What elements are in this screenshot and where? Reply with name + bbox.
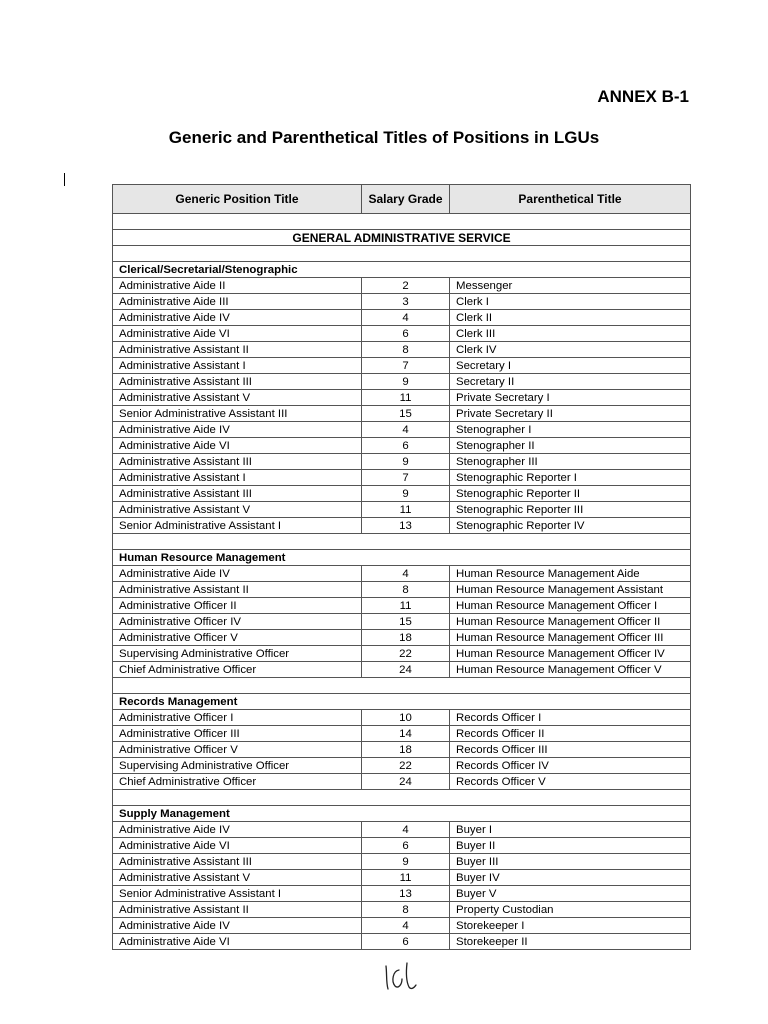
parenthetical-title-cell: Property Custodian [450,902,691,918]
generic-position-title-cell: Administrative Assistant I [113,358,362,374]
parenthetical-title-cell: Private Secretary I [450,390,691,406]
section-heading: GENERAL ADMINISTRATIVE SERVICE [113,230,691,246]
salary-grade-cell: 6 [362,326,450,342]
table-row [113,294,691,310]
salary-grade-cell: 15 [362,614,450,630]
parenthetical-title-cell: Stenographic Reporter II [450,486,691,502]
generic-position-title-cell: Administrative Officer V [113,742,362,758]
spacer-cell [113,790,691,806]
parenthetical-title-cell: Human Resource Management Officer II [450,614,691,630]
generic-position-title-cell: Administrative Assistant III [113,454,362,470]
generic-position-title-cell: Administrative Assistant III [113,486,362,502]
generic-position-title-cell: Senior Administrative Assistant I [113,886,362,902]
parenthetical-title-cell: Clerk I [450,294,691,310]
salary-grade-cell: 15 [362,406,450,422]
spacer-row [113,678,691,694]
salary-grade-cell: 24 [362,662,450,678]
generic-position-title-cell: Administrative Aide II [113,278,362,294]
salary-grade-cell: 6 [362,438,450,454]
generic-position-title-cell: Administrative Officer III [113,726,362,742]
generic-position-title-cell: Administrative Aide VI [113,838,362,854]
generic-position-title-cell: Administrative Assistant II [113,902,362,918]
generic-position-title-cell: Supervising Administrative Officer [113,646,362,662]
salary-grade-cell: 8 [362,902,450,918]
table-row [113,310,691,326]
generic-position-title-cell: Administrative Aide III [113,294,362,310]
table-row [113,326,691,342]
page-title: Generic and Parenthetical Titles of Positions in LGUs [168,128,600,147]
parenthetical-title-cell: Human Resource Management Officer I [450,598,691,614]
generic-position-title-cell: Administrative Aide VI [113,934,362,950]
table-row [113,758,691,774]
salary-grade-cell: 4 [362,566,450,582]
parenthetical-title-cell: Secretary I [450,358,691,374]
table-row [113,902,691,918]
salary-grade-cell: 11 [362,502,450,518]
generic-position-title-cell: Supervising Administrative Officer [113,758,362,774]
category-row [113,262,691,278]
salary-grade-cell: 13 [362,518,450,534]
table-row [113,838,691,854]
salary-grade-cell: 9 [362,454,450,470]
parenthetical-title-cell: Stenographer II [450,438,691,454]
parenthetical-title-cell: Stenographic Reporter III [450,502,691,518]
generic-position-title-cell: Administrative Aide IV [113,566,362,582]
table-row [113,822,691,838]
salary-grade-cell: 4 [362,822,450,838]
category-row [113,806,691,822]
table-row [113,438,691,454]
parenthetical-title-cell: Stenographic Reporter I [450,470,691,486]
salary-grade-cell: 18 [362,742,450,758]
table-row [113,742,691,758]
salary-grade-cell: 6 [362,934,450,950]
parenthetical-title-cell: Records Officer I [450,710,691,726]
parenthetical-title-cell: Records Officer V [450,774,691,790]
salary-grade-cell: 7 [362,470,450,486]
salary-grade-cell: 13 [362,886,450,902]
table-row [113,646,691,662]
salary-grade-cell: 8 [362,582,450,598]
header-parenthetical-title: Parenthetical Title [450,185,691,214]
parenthetical-title-cell: Human Resource Management Officer V [450,662,691,678]
salary-grade-cell: 8 [362,342,450,358]
parenthetical-title-cell: Records Officer IV [450,758,691,774]
generic-position-title-cell: Administrative Assistant V [113,502,362,518]
spacer-row [113,534,691,550]
table-row [113,470,691,486]
table-row [113,486,691,502]
generic-position-title-cell: Administrative Assistant II [113,342,362,358]
section-row [113,230,691,246]
spacer-cell [113,214,691,230]
salary-grade-cell: 4 [362,918,450,934]
table-row [113,566,691,582]
salary-grade-cell: 18 [362,630,450,646]
generic-position-title-cell: Administrative Officer V [113,630,362,646]
parenthetical-title-cell: Human Resource Management Aide [450,566,691,582]
annex-label: ANNEX B-1 [597,87,689,106]
generic-position-title-cell: Administrative Aide IV [113,822,362,838]
salary-grade-cell: 3 [362,294,450,310]
table-row [113,502,691,518]
generic-position-title-cell: Senior Administrative Assistant III [113,406,362,422]
table-row [113,774,691,790]
table-body [113,214,691,950]
parenthetical-title-cell: Buyer IV [450,870,691,886]
parenthetical-title-cell: Human Resource Management Officer III [450,630,691,646]
salary-grade-cell: 22 [362,646,450,662]
generic-position-title-cell: Administrative Assistant V [113,870,362,886]
text-cursor [64,173,65,186]
table-row [113,598,691,614]
parenthetical-title-cell: Buyer III [450,854,691,870]
salary-grade-cell: 9 [362,854,450,870]
generic-position-title-cell: Administrative Officer IV [113,614,362,630]
salary-grade-cell: 4 [362,422,450,438]
parenthetical-title-cell: Stenographic Reporter IV [450,518,691,534]
category-row [113,694,691,710]
parenthetical-title-cell: Records Officer II [450,726,691,742]
spacer-cell [113,534,691,550]
table-row [113,662,691,678]
table-row [113,582,691,598]
table-row [113,726,691,742]
generic-position-title-cell: Chief Administrative Officer [113,774,362,790]
parenthetical-title-cell: Records Officer III [450,742,691,758]
parenthetical-title-cell: Private Secretary II [450,406,691,422]
table-row [113,918,691,934]
category-heading: Clerical/Secretarial/Stenographic [113,262,691,278]
generic-position-title-cell: Administrative Officer I [113,710,362,726]
generic-position-title-cell: Administrative Aide IV [113,918,362,934]
generic-position-title-cell: Administrative Officer II [113,598,362,614]
table-row [113,854,691,870]
salary-grade-cell: 11 [362,390,450,406]
table-row [113,342,691,358]
spacer-cell [113,246,691,262]
category-heading: Supply Management [113,806,691,822]
parenthetical-title-cell: Storekeeper I [450,918,691,934]
parenthetical-title-cell: Human Resource Management Officer IV [450,646,691,662]
parenthetical-title-cell: Secretary II [450,374,691,390]
salary-grade-cell: 6 [362,838,450,854]
generic-position-title-cell: Senior Administrative Assistant I [113,518,362,534]
parenthetical-title-cell: Storekeeper II [450,934,691,950]
salary-grade-cell: 10 [362,710,450,726]
table-row [113,870,691,886]
table-row [113,422,691,438]
table-row [113,518,691,534]
generic-position-title-cell: Administrative Assistant II [113,582,362,598]
category-heading: Human Resource Management [113,550,691,566]
spacer-row [113,790,691,806]
parenthetical-title-cell: Clerk II [450,310,691,326]
generic-position-title-cell: Administrative Assistant V [113,390,362,406]
header-generic-position-title: Generic Position Title [113,185,362,214]
salary-grade-cell: 4 [362,310,450,326]
positions-table [112,184,691,950]
header-salary-grade: Salary Grade [362,185,450,214]
table-row [113,390,691,406]
table-row [113,454,691,470]
generic-position-title-cell: Administrative Aide IV [113,422,362,438]
salary-grade-cell: 11 [362,598,450,614]
table-header-row [113,185,691,214]
signature-mark [380,960,420,994]
salary-grade-cell: 11 [362,870,450,886]
table-row [113,614,691,630]
spacer-row [113,246,691,262]
table-row [113,630,691,646]
generic-position-title-cell: Administrative Assistant I [113,470,362,486]
parenthetical-title-cell: Buyer I [450,822,691,838]
salary-grade-cell: 9 [362,486,450,502]
generic-position-title-cell: Administrative Aide IV [113,310,362,326]
parenthetical-title-cell: Clerk III [450,326,691,342]
generic-position-title-cell: Administrative Assistant III [113,854,362,870]
spacer-cell [113,678,691,694]
parenthetical-title-cell: Stenographer III [450,454,691,470]
parenthetical-title-cell: Buyer II [450,838,691,854]
salary-grade-cell: 2 [362,278,450,294]
parenthetical-title-cell: Stenographer I [450,422,691,438]
parenthetical-title-cell: Buyer V [450,886,691,902]
table-row [113,374,691,390]
category-heading: Records Management [113,694,691,710]
table-row [113,406,691,422]
salary-grade-cell: 24 [362,774,450,790]
salary-grade-cell: 9 [362,374,450,390]
spacer-row [113,214,691,230]
parenthetical-title-cell: Clerk IV [450,342,691,358]
salary-grade-cell: 7 [362,358,450,374]
category-row [113,550,691,566]
salary-grade-cell: 22 [362,758,450,774]
table-row [113,358,691,374]
generic-position-title-cell: Chief Administrative Officer [113,662,362,678]
generic-position-title-cell: Administrative Aide VI [113,438,362,454]
table-row [113,886,691,902]
table-row [113,934,691,950]
generic-position-title-cell: Administrative Aide VI [113,326,362,342]
table-row [113,710,691,726]
parenthetical-title-cell: Human Resource Management Assistant [450,582,691,598]
table-row [113,278,691,294]
parenthetical-title-cell: Messenger [450,278,691,294]
salary-grade-cell: 14 [362,726,450,742]
generic-position-title-cell: Administrative Assistant III [113,374,362,390]
